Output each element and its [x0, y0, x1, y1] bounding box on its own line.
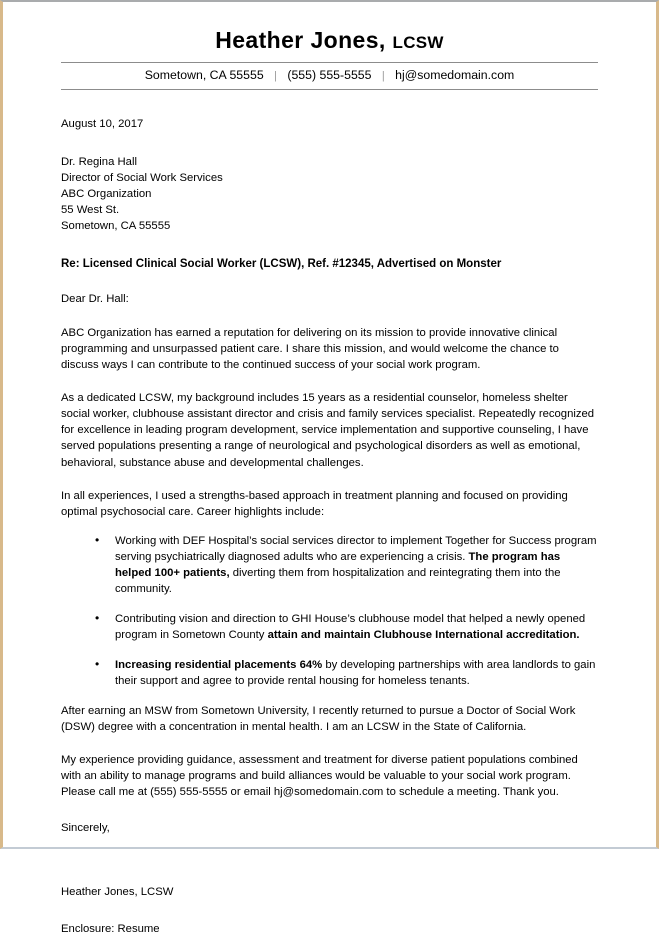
career-highlights-list: [61, 533, 598, 689]
recipient-city-state-zip: Sometown, CA 55555: [61, 219, 171, 232]
letterhead-credential: LCSW: [392, 33, 444, 52]
contact-separator-2: |: [381, 69, 385, 82]
letterhead-name: [61, 26, 598, 62]
paragraph-conclusion: My experience providing guidance, assessment and treatment for diverse patient populations combined with an ability to manage programs and build alliances would be valuable to your social work program. Please call me at (555) 555-5555 or email hj@somedomain.com to schedule a meeting. Thank you.: [61, 753, 578, 798]
highlight-lead: Contributing vision and direction to GHI House’s clubhouse model that helped a newly opened program in Sometown County: [115, 612, 586, 641]
letter-body: [61, 90, 598, 937]
closing-salutation: Sincerely,: [61, 822, 110, 835]
contact-email: hj@somedomain.com: [395, 67, 515, 82]
list-item: [95, 657, 598, 689]
salutation: Dear Dr. Hall:: [61, 293, 129, 306]
list-item: [95, 533, 598, 597]
highlight-emphasis: attain and maintain Clubhouse International accreditation.: [267, 628, 580, 641]
contact-phone: (555) 555-5555: [287, 67, 372, 82]
paragraph-approach: In all experiences, I used a strengths-based approach in treatment planning and focused on providing optimal psychosocial care. Career highlights include:: [61, 489, 568, 518]
highlight-lead: Working with DEF Hospital’s social services director to implement Together for Success program serving psychiatrically diagnosed adults who are experiencing a crisis.: [115, 534, 597, 563]
letterhead-name-text: Heather Jones,: [215, 27, 386, 53]
recipient-street: 55 West St.: [61, 203, 120, 216]
contact-location: Sometown, CA 55555: [144, 67, 264, 82]
highlight-emphasis: The program has helped 100+ patients,: [115, 550, 561, 579]
recipient-name: Dr. Regina Hall: [61, 155, 137, 168]
page-content-area: [3, 2, 656, 936]
highlight-tail: diverting them from hospitalization and reintegrating them into the community.: [115, 566, 561, 595]
letterhead-contact-bar: [61, 62, 598, 90]
letterhead: [61, 2, 598, 90]
paragraph-education: After earning an MSW from Sometown University, I recently returned to pursue a Doctor of Social Work (DSW) degree with a concentration in mental health. I am an LCSW in the State of California.: [61, 704, 576, 733]
recipient-organization: ABC Organization: [61, 187, 152, 200]
letter-date: August 10, 2017: [61, 117, 144, 130]
list-item: [95, 611, 598, 643]
signature-name: Heather Jones, LCSW: [61, 886, 174, 899]
paragraph-intro: ABC Organization has earned a reputation for delivering on its mission to provide innovative clinical programming and unsurpassed patient care. I share this mission, and would welcome the chance to discuss ways I can contribute to the continued success of your social work program.: [61, 327, 559, 372]
contact-separator-1: |: [274, 69, 277, 82]
paragraph-background: As a dedicated LCSW, my background includes 15 years as a residential counselor, homeless shelter social worker, clubhouse assistant director and crisis and family services specialist. Repeatedly recognized for excellence in leading program development, service implementation and supportive counseling, I have served populations presenting a range of neurological and psychological disorders as well as emotional, behavioral, substance abuse and developmental challenges.: [61, 392, 595, 469]
subject-line: Re: Licensed Clinical Social Worker (LCSW), Ref. #12345, Advertised on Monster: [61, 257, 502, 270]
highlight-tail: by developing partnerships with area landlords to gain their support and agree to provide rental housing for homeless tenants.: [115, 658, 596, 687]
enclosure-note: Enclosure: Resume: [61, 923, 160, 936]
recipient-title: Director of Social Work Services: [61, 171, 223, 184]
highlight-emphasis: Increasing residential placements 64%: [115, 658, 323, 671]
recipient-address-block: [61, 154, 598, 234]
